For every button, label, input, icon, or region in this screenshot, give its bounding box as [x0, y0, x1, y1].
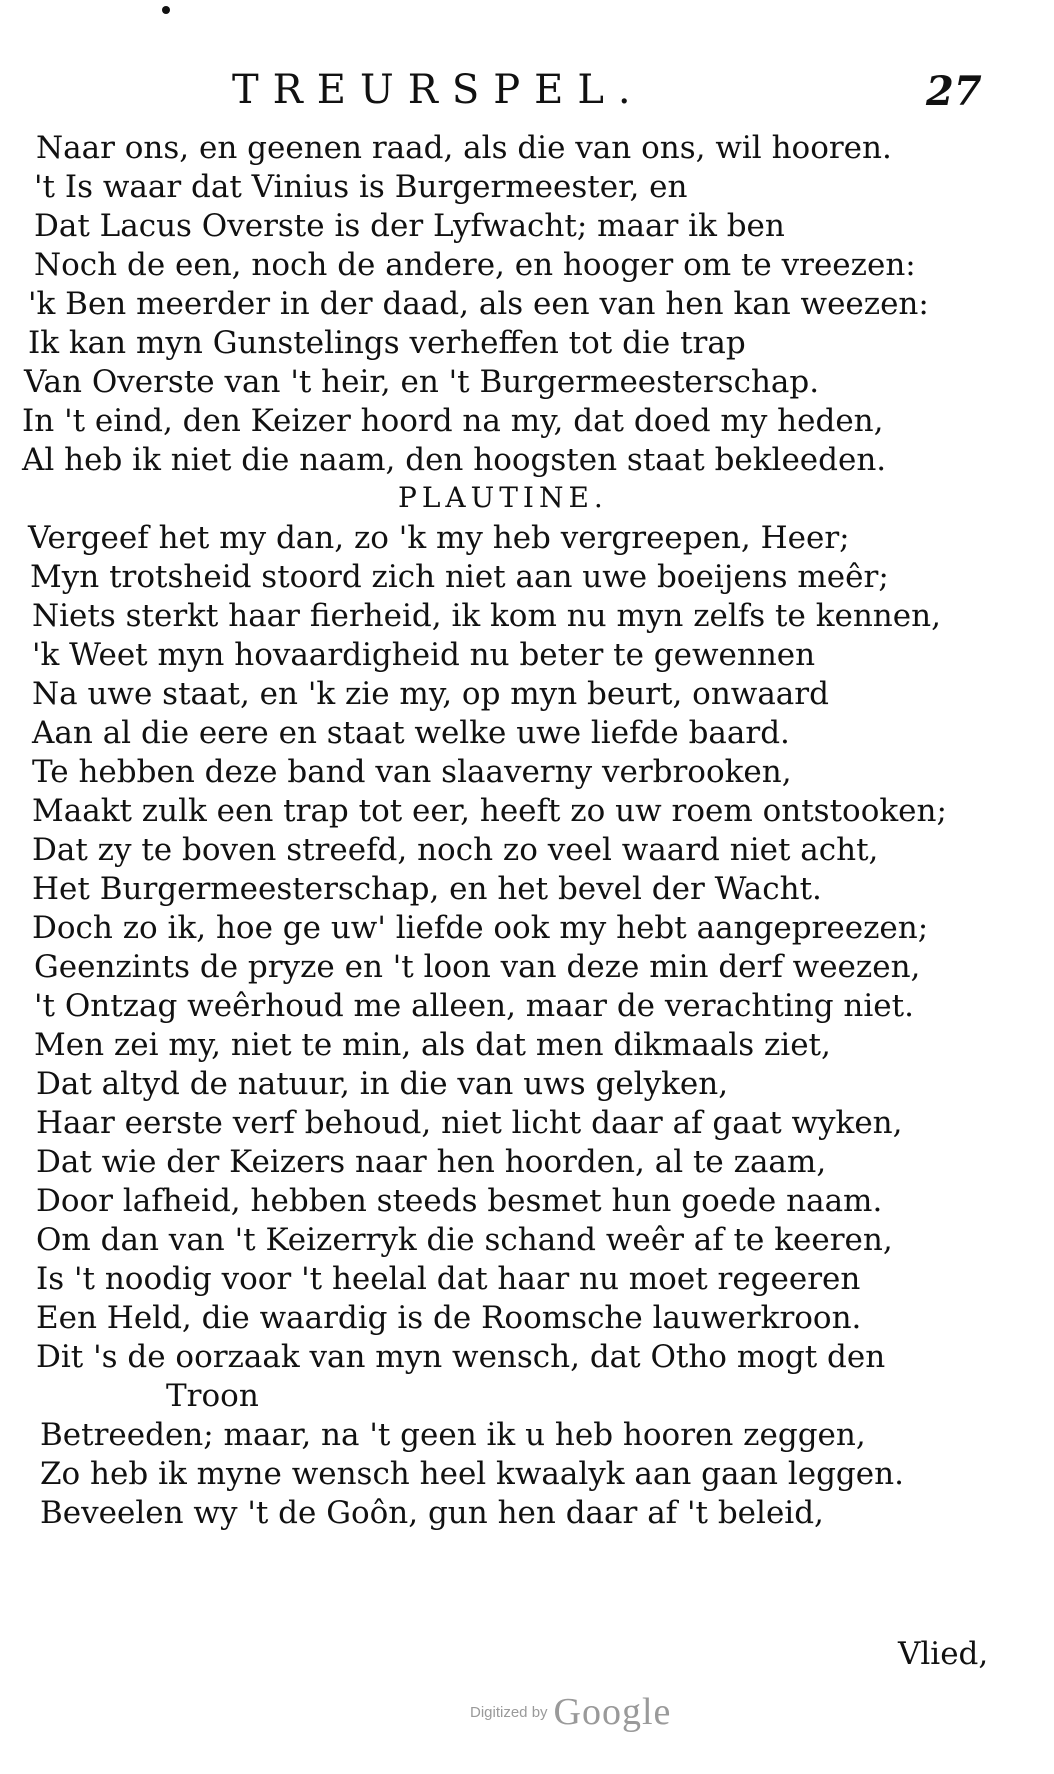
verse-line: Dat altyd de natuur, in die van uws gelyken,	[36, 1066, 729, 1102]
verse-line: Naar ons, en geenen raad, als die van ons, wil hooren.	[36, 130, 892, 166]
speaker-heading: PLAUTINE.	[398, 481, 608, 514]
verse-line: Beveelen wy 't de Goôn, gun hen daar af 't beleid,	[40, 1495, 824, 1531]
watermark-prefix: Digitized by	[470, 1703, 548, 1721]
verse-line: Om dan van 't Keizerryk die schand weêr af te keeren,	[36, 1222, 893, 1258]
verse-line: Door lafheid, hebben steeds besmet hun goede naam.	[36, 1183, 883, 1219]
verse-line-turnover: Troon	[166, 1378, 259, 1414]
verse-line: Dit 's de oorzaak van myn wensch, dat Otho mogt den	[36, 1339, 886, 1375]
verse-line: Het Burgermeesterschap, en het bevel der Wacht.	[32, 871, 822, 907]
verse-line: 't Is waar dat Vinius is Burgermeester, en	[34, 169, 688, 205]
verse-line: Zo heb ik myne wensch heel kwaalyk aan gaan leggen.	[40, 1456, 904, 1492]
catchword: Vlied,	[898, 1636, 989, 1672]
verse-line: Al heb ik niet die naam, den hoogsten staat bekleeden.	[22, 442, 887, 478]
verse-line: In 't eind, den Keizer hoord na my, dat doed my heden,	[22, 403, 884, 439]
verse-line: Vergeef het my dan, zo 'k my heb vergreepen, Heer;	[28, 520, 850, 556]
digitization-watermark	[470, 1690, 671, 1734]
verse-line: Te hebben deze band van slaaverny verbrooken,	[32, 754, 792, 790]
verse-line: Ik kan myn Gunstelings verheffen tot die trap	[28, 325, 746, 361]
verse-line: Men zei my, niet te min, als dat men dikmaals ziet,	[34, 1027, 831, 1063]
verse-line: Doch zo ik, hoe ge uw' liefde ook my hebt aangepreezen;	[32, 910, 929, 946]
ink-dot	[162, 6, 170, 14]
verse-line: Na uwe staat, en 'k zie my, op myn beurt, onwaard	[32, 676, 829, 712]
verse-line: 'k Ben meerder in der daad, als een van hen kan weezen:	[28, 286, 929, 322]
verse-line: Maakt zulk een trap tot eer, heeft zo uw roem ontstooken;	[32, 793, 947, 829]
google-logo: Google	[553, 1691, 672, 1733]
verse-line: Aan al die eere en staat welke uwe liefde baard.	[32, 715, 790, 751]
verse-line: Dat zy te boven streefd, noch zo veel waard niet acht,	[32, 832, 879, 868]
verse-line: Geenzints de pryze en 't loon van deze min derf weezen,	[34, 949, 921, 985]
verse-line: Myn trotsheid stoord zich niet aan uwe boeijens meêr;	[30, 559, 889, 595]
verse-line: Dat wie der Keizers naar hen hoorden, al te zaam,	[36, 1144, 827, 1180]
verse-line: Dat Lacus Overste is der Lyfwacht; maar ik ben	[34, 208, 785, 244]
verse-line: Betreeden; maar, na 't geen ik u heb hooren zeggen,	[40, 1417, 866, 1453]
verse-line: Een Held, die waardig is de Roomsche lauwerkroon.	[36, 1300, 862, 1336]
verse-line: Noch de een, noch de andere, en hooger om te vreezen:	[34, 247, 916, 283]
verse-line: Niets sterkt haar fierheid, ik kom nu myn zelfs te kennen,	[32, 598, 941, 634]
page-number: 27	[926, 68, 982, 115]
verse-line: Van Overste van 't heir, en 't Burgermeesterschap.	[24, 364, 820, 400]
verse-line: 't Ontzag weêrhoud me alleen, maar de verachting niet.	[34, 988, 914, 1024]
verse-line: 'k Weet myn hovaardigheid nu beter te gewennen	[32, 637, 816, 673]
verse-line: Haar eerste verf behoud, niet licht daar af gaat wyken,	[36, 1105, 903, 1141]
running-head: TREURSPEL.	[232, 67, 645, 113]
verse-line: Is 't noodig voor 't heelal dat haar nu moet regeeren	[36, 1261, 861, 1297]
